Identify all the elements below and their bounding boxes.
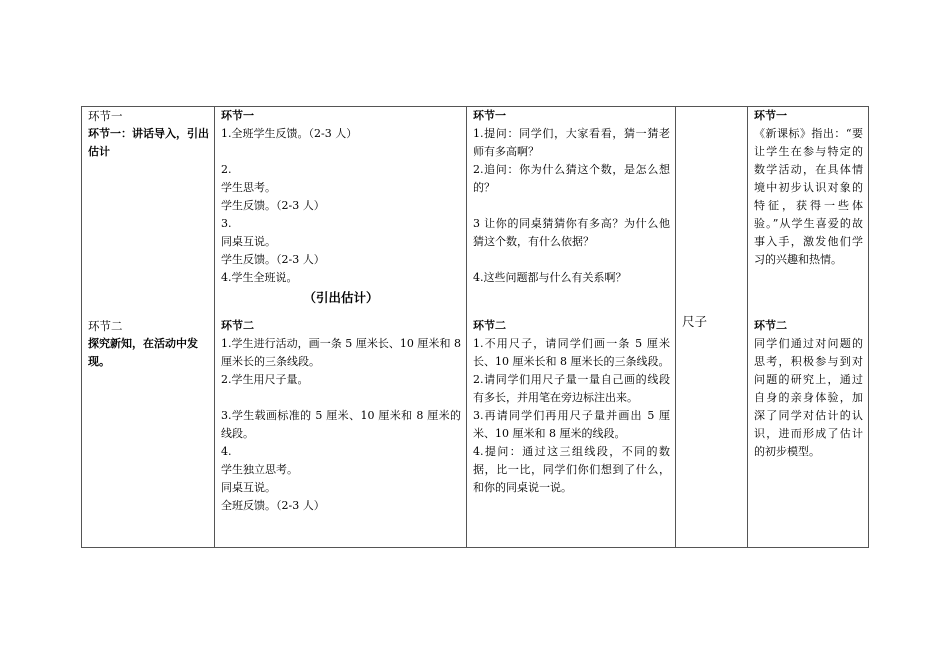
list-item: 4.学生全班说。 (221, 271, 298, 284)
list-item: 2.学生用尺子量。 (221, 373, 309, 386)
stage-one-subtitle: 环节一：讲话导入，引出估计 (88, 127, 209, 158)
list-item: 2.追问：你为什么猜这个数，是怎么想的？ (473, 163, 670, 194)
list-item: 1.提问：同学们，大家看看，猜一猜老师有多高啊？ (473, 127, 670, 158)
spacer (473, 197, 670, 215)
list-item: 3.学生载画标准的 5 厘米、10 厘米和 8 厘米的线段。 (221, 409, 461, 440)
list-item: 4.这些问题都与什么有关系啊？ (473, 271, 627, 284)
student-stage-two-title: 环节二 (221, 319, 254, 332)
list-item: 3.再请同学们再用尺子量并画出 5 厘米、10 厘米和 8 厘米的线段。 (473, 409, 670, 440)
stage-two-subtitle: 探究新知，在活动中发现。 (88, 337, 198, 368)
table-row (82, 107, 869, 548)
intent-stage-one-text: 《新课标》指出：“要让学生在参与特定的数学活动，在具体情境中初步认识对象的特征，获得一些体验。”从学生喜爱的故事入手，激发他们学习的兴趣和热情。 (754, 127, 863, 266)
list-item: 1.全班学生反馈。（2-3 人） (221, 127, 358, 140)
list-item: 3. (221, 217, 232, 230)
design-intent-column (748, 107, 869, 548)
stage-column (82, 107, 215, 548)
list-item: 4.提问：通过这三组线段，不同的数据，比一比，同学们你们想到了什么，和你的同桌说一说。 (473, 445, 670, 494)
list-item: 学生独立思考。 (221, 463, 298, 476)
list-item: 2.请同学们用尺子量一量自己画的线段有多长，并用笔在旁边标注出来。 (473, 373, 670, 404)
stage-two-title: 环节二 (88, 319, 123, 333)
material-ruler: 尺子 (682, 314, 708, 329)
spacer (221, 389, 461, 407)
list-item: 4. (221, 445, 232, 458)
list-item: 全班反馈。（2-3 人） (221, 499, 325, 512)
student-activity-column (215, 107, 467, 548)
list-item: 3 让你的同桌猜猜你有多高？为什么他猜这个数，有什么依据？ (473, 217, 670, 248)
list-item: 同桌互说。 (221, 235, 276, 248)
intent-stage-two-title: 环节二 (754, 319, 787, 332)
intent-stage-one-title: 环节一 (754, 109, 787, 122)
list-item: 学生思考。 (221, 181, 276, 194)
list-item: 同桌互说。 (221, 481, 276, 494)
student-stage-one-title: 环节一 (221, 109, 254, 122)
list-item: 1.学生进行活动，画一条 5 厘米长、10 厘米和 8 厘米长的三条线段。 (221, 337, 461, 368)
intent-stage-two-text: 同学们通过对问题的思考，积极参与到对问题的研究上，通过自身的亲身体验，加深了同学对估计的认识，进而形成了估计的初步模型。 (754, 337, 863, 458)
list-item: 学生反馈。（2-3 人） (221, 199, 325, 212)
list-item: 学生反馈。（2-3 人） (221, 253, 325, 266)
spacer (473, 251, 670, 269)
emphasis-note: （引出估计） (303, 290, 379, 305)
lesson-plan-table (81, 106, 869, 548)
teacher-activity-column (467, 107, 676, 548)
stage-one-title: 环节一 (88, 109, 123, 123)
spacer (221, 143, 461, 161)
teacher-stage-two-title: 环节二 (473, 319, 506, 332)
teacher-stage-one-title: 环节一 (473, 109, 506, 122)
materials-column (676, 107, 748, 548)
list-item: 2. (221, 163, 232, 176)
list-item: 1.不用尺子，请同学们画一条 5 厘米长、10 厘米长和 8 厘米长的三条线段。 (473, 337, 670, 368)
